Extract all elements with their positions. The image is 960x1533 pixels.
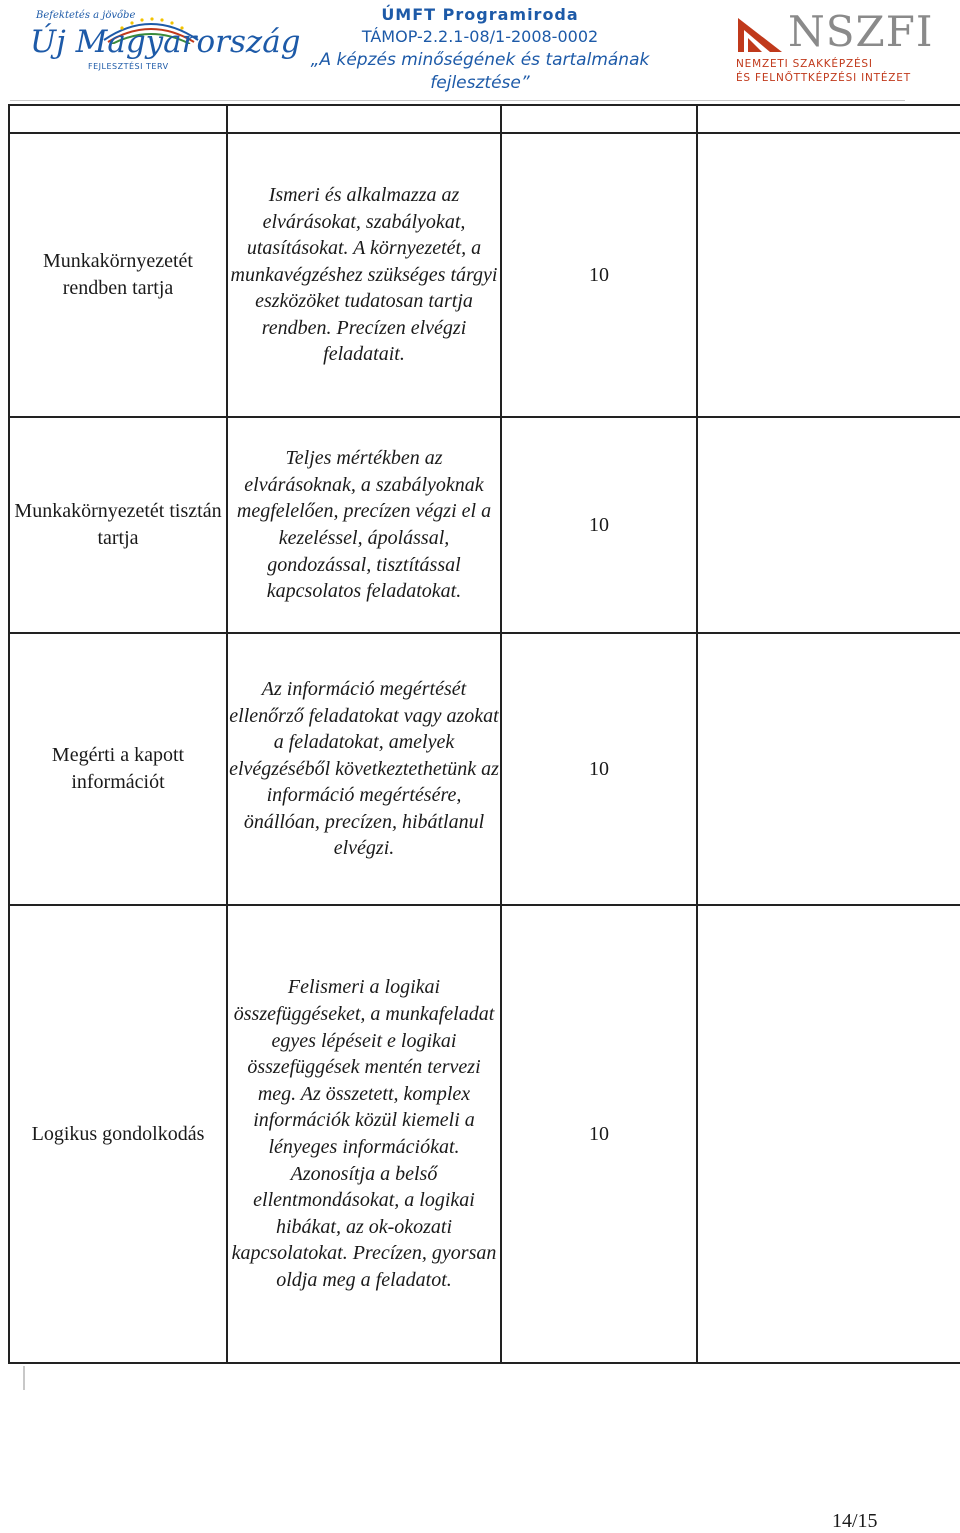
table-row <box>9 417 960 633</box>
competency-table <box>8 104 960 1364</box>
competency-cell: Munkakörnyezetét rendben tartja <box>9 133 227 417</box>
project-code: TÁMOP-2.2.1-08/1-2008-0002 <box>361 27 599 46</box>
table-continuation-mark <box>23 1366 25 1390</box>
extra-cell <box>697 905 960 1363</box>
competency-cell: Munkakörnyezetét tisztán tartja <box>9 417 227 633</box>
score-cell: 10 <box>501 133 697 417</box>
description-cell: Az információ megértését ellenőrző feladatokat vagy azokat a feladatokat, amelyek elvégzéséből következtethetünk az információ megértésére, önállóan, precízen, hibátlanul elvégzi. <box>227 633 501 905</box>
office-name: ÚMFT Programiroda <box>381 5 579 24</box>
table-header-row <box>9 105 960 133</box>
table-cell <box>9 105 227 133</box>
competency-cell: Megérti a kapott információt <box>9 633 227 905</box>
project-title-block <box>230 4 730 94</box>
extra-cell <box>697 633 960 905</box>
table-row <box>9 133 960 417</box>
description-cell: Felismeri a logikai összefüggéseket, a munkafeladat egyes lépéseit e logikai összefüggések mentén tervezi meg. Az összetett, komplex információk közül kiemeli a lényeges információkat. Azonosítja a belső ellentmondásokat, a logikai hibákat, az ok-okozati kapcsolatokat. Precízen, gyorsan oldja meg a feladatot. <box>227 905 501 1363</box>
table-row <box>9 905 960 1363</box>
extra-cell <box>697 417 960 633</box>
extra-cell <box>697 133 960 417</box>
description-cell: Ismeri és alkalmazza az elvárásokat, szabályokat, utasításokat. A környezetét, a munkavégzéshez szükséges tárgyi eszközöket tudatosan tartja rendben. Precízen elvégzi feladatait. <box>227 133 501 417</box>
description-cell: Teljes mértékben az elvárásoknak, a szabályoknak megfelelően, precízen végzi el a kezeléssel, ápolással, gondozással, tisztítással kapcsolatos feladatokat. <box>227 417 501 633</box>
project-title-line2: fejlesztése” <box>430 73 530 93</box>
nszfi-line1: NEMZETI SZAKKÉPZÉSI <box>736 58 873 70</box>
uj-magyarorszag-logo <box>28 10 301 88</box>
header-divider <box>10 100 905 101</box>
nszfi-line2: ÉS FELNŐTTKÉPZÉSI INTÉZET <box>736 72 911 84</box>
competency-cell: Logikus gondolkodás <box>9 905 227 1363</box>
logo-subtitle: FEJLESZTÉSI TERV <box>88 62 169 71</box>
table-row <box>9 633 960 905</box>
score-cell: 10 <box>501 633 697 905</box>
table-cell <box>697 105 960 133</box>
table-cell <box>501 105 697 133</box>
nszfi-logo <box>730 8 935 90</box>
page-header <box>0 0 960 100</box>
nszfi-wordmark: NSZFI <box>788 7 934 56</box>
score-cell: 10 <box>501 905 697 1363</box>
project-title-line1: „A képzés minőségének és tartalmának <box>310 50 650 70</box>
page-number: 14/15 <box>832 1510 878 1532</box>
logo-brand: Új Magyarország <box>30 24 301 60</box>
table-cell <box>227 105 501 133</box>
score-cell: 10 <box>501 417 697 633</box>
logo-tagline: Befektetés a jövőbe <box>36 10 136 21</box>
nszfi-emblem-icon <box>736 12 786 56</box>
